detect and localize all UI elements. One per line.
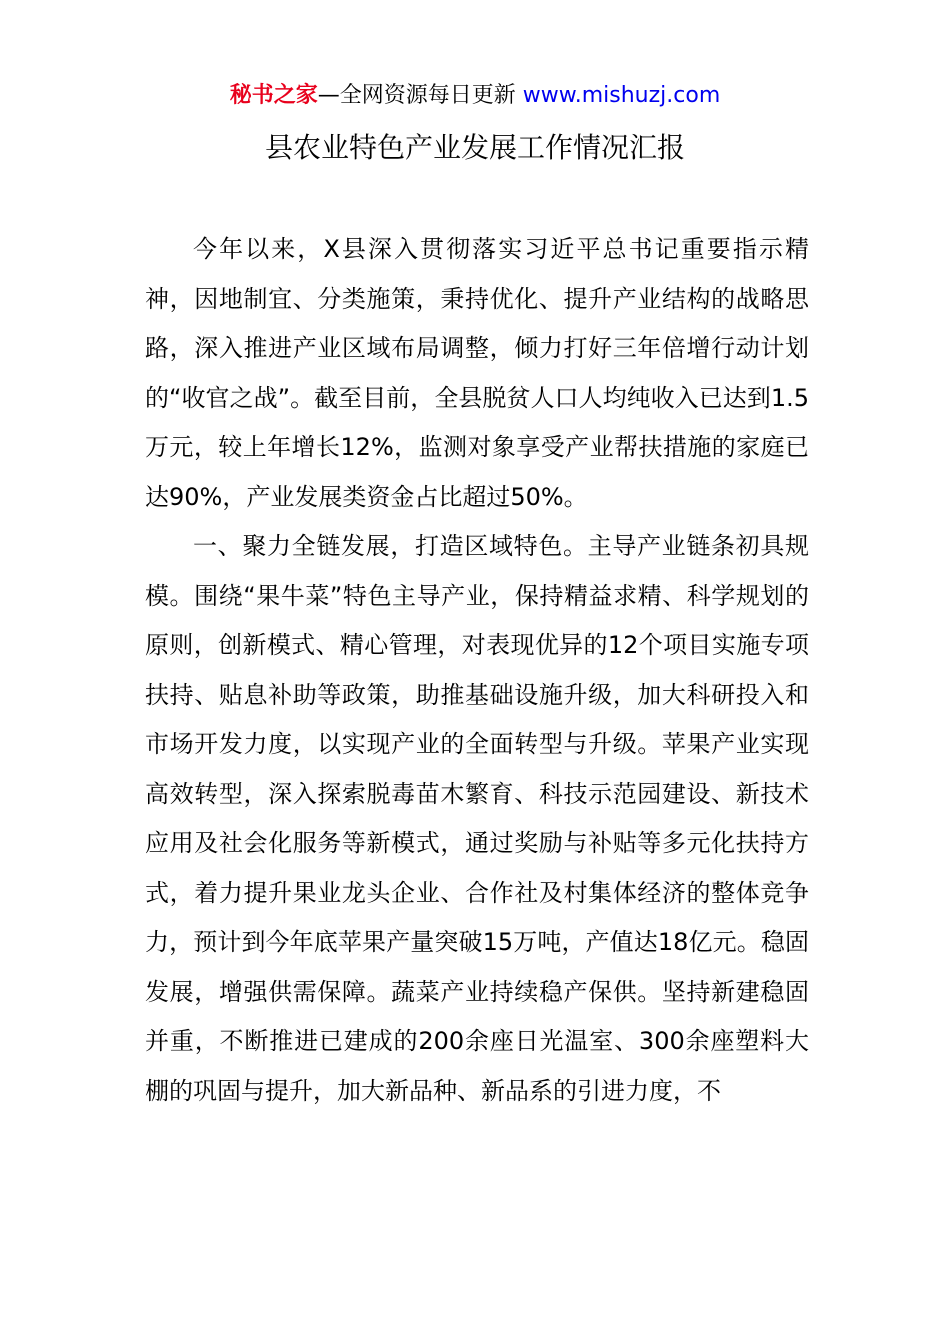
document-body — [145, 225, 809, 1116]
site-header — [0, 80, 950, 112]
site-brand-name: 秘书之家 — [229, 83, 318, 108]
site-tagline: —全网资源每日更新 — [317, 83, 516, 108]
document-title: 县农业特色产业发展工作情况汇报 — [264, 131, 685, 164]
section-one-paragraph: 一、聚力全链发展，打造区域特色。主导产业链条初具规模。围绕“果牛菜”特色主导产业，保持精益求精、科学规划的原则，创新模式、精心管理，对表现优异的12个项目实施专项扶持、贴息补助等政策，助推基础设施升级，加大科研投入和市场开发力度，以实现产业的全面转型与升级。苹果产业实现高效转型，深入探索脱毒苗木繁育、科技示范园建设、新技术应用及社会化服务等新模式，通过奖励与补贴等多元化扶持方式，着力提升果业龙头企业、合作社及村集体经济的整体竞争力，预计到今年底苹果产量突破15万吨，产值达18亿元。稳固发展，增强供需保障。蔬菜产业持续稳产保供。坚持新建稳固并重，不断推进已建成的200余座日光温室、300余座塑料大棚的巩固与提升，加大新品种、新品系的引进力度，不 — [145, 532, 809, 1105]
site-url-link[interactable]: www.mishuzj.com — [522, 83, 721, 108]
intro-paragraph: 今年以来，X县深入贯彻落实习近平总书记重要指示精神，因地制宜、分类施策，秉持优化、提升产业结构的战略思路，深入推进产业区域布局调整，倾力打好三年倍增行动计划的“收官之战”。截至目前，全县脱贫人口人均纯收入已达到1.5万元，较上年增长12%，监测对象享受产业帮扶措施的家庭已达90%，产业发展类资金占比超过50%。 — [145, 235, 809, 511]
